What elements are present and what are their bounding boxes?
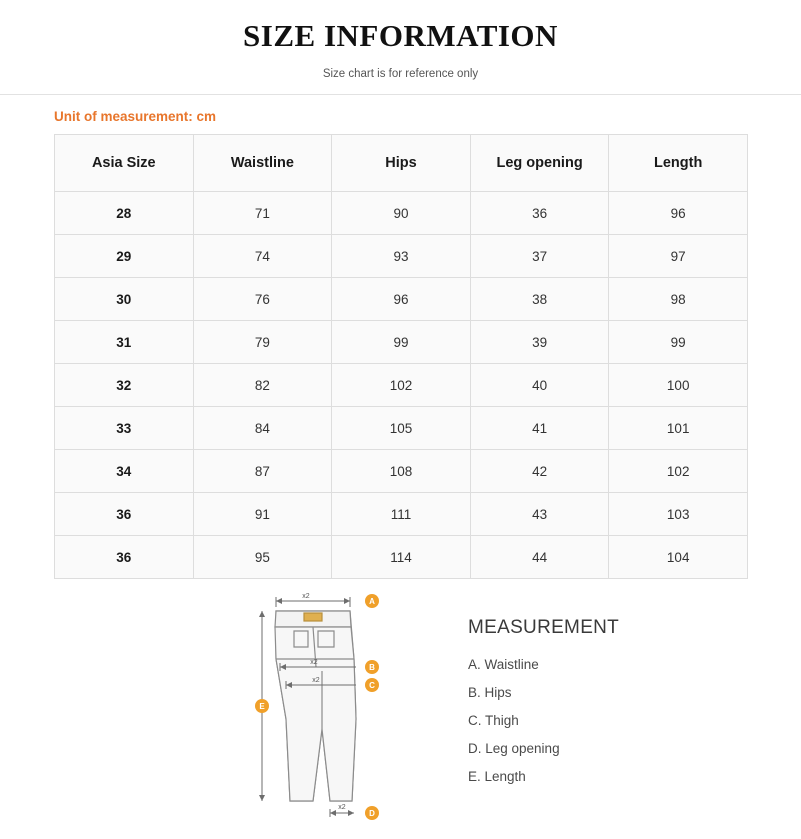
cell-hips: 90 [332, 192, 471, 235]
cell-length: 104 [609, 536, 748, 579]
header-divider [0, 94, 801, 95]
cell-hips: 99 [332, 321, 471, 364]
cell-hips: 108 [332, 450, 471, 493]
cell-length: 97 [609, 235, 748, 278]
measurement-item-thigh: C. Thigh [468, 713, 519, 728]
table-row [55, 278, 748, 321]
cell-leg-opening: 42 [470, 450, 609, 493]
diagram-multiplier-a: x2 [302, 593, 310, 600]
measurement-item-hips: B. Hips [468, 685, 512, 700]
cell-hips: 102 [332, 364, 471, 407]
column-header-asia-size: Asia Size [55, 135, 194, 192]
cell-length: 99 [609, 321, 748, 364]
table-row [55, 493, 748, 536]
cell-leg-opening: 40 [470, 364, 609, 407]
svg-text:C: C [369, 681, 375, 690]
measurement-legend [468, 617, 619, 797]
cell-size: 36 [55, 536, 194, 579]
cell-size: 29 [55, 235, 194, 278]
diagram-multiplier-d: x2 [338, 804, 346, 811]
table-row [55, 407, 748, 450]
cell-leg-opening: 39 [470, 321, 609, 364]
cell-waistline: 71 [193, 192, 332, 235]
diagram-multiplier-c: x2 [312, 677, 320, 684]
svg-text:A: A [369, 597, 375, 606]
table-row [55, 235, 748, 278]
column-header-hips: Hips [332, 135, 471, 192]
cell-length: 100 [609, 364, 748, 407]
cell-size: 28 [55, 192, 194, 235]
cell-size: 30 [55, 278, 194, 321]
cell-leg-opening: 43 [470, 493, 609, 536]
page-subtitle: Size chart is for reference only [322, 68, 479, 80]
cell-hips: 96 [332, 278, 471, 321]
cell-length: 98 [609, 278, 748, 321]
cell-waistline: 79 [193, 321, 332, 364]
svg-text:D: D [369, 809, 375, 818]
cell-size: 36 [55, 493, 194, 536]
cell-waistline: 76 [193, 278, 332, 321]
cell-leg-opening: 41 [470, 407, 609, 450]
cell-leg-opening: 37 [470, 235, 609, 278]
cell-waistline: 95 [193, 536, 332, 579]
table-row [55, 192, 748, 235]
column-header-length: Length [609, 135, 748, 192]
cell-hips: 105 [332, 407, 471, 450]
size-chart-table [54, 134, 748, 579]
table-header-row [55, 135, 748, 192]
cell-leg-opening: 36 [470, 192, 609, 235]
cell-waistline: 87 [193, 450, 332, 493]
svg-text:E: E [259, 702, 265, 711]
measurement-item-leg-opening: D. Leg opening [468, 741, 560, 756]
trousers-measurement-diagram [238, 589, 428, 829]
cell-hips: 93 [332, 235, 471, 278]
cell-length: 101 [609, 407, 748, 450]
cell-size: 32 [55, 364, 194, 407]
cell-waistline: 91 [193, 493, 332, 536]
unit-of-measurement-note: Unit of measurement: cm [54, 109, 217, 124]
table-row [55, 364, 748, 407]
measurement-title: MEASUREMENT [468, 617, 620, 638]
table-row [55, 321, 748, 364]
column-header-leg-opening: Leg opening [470, 135, 609, 192]
cell-hips: 111 [332, 493, 471, 536]
cell-length: 96 [609, 192, 748, 235]
cell-size: 31 [55, 321, 194, 364]
measurement-section [0, 589, 801, 839]
cell-leg-opening: 38 [470, 278, 609, 321]
measurement-item-length: E. Length [468, 769, 526, 784]
table-row [55, 450, 748, 493]
cell-size: 33 [55, 407, 194, 450]
diagram-multiplier-b: x2 [310, 659, 318, 666]
size-information-page [0, 10, 801, 818]
cell-length: 102 [609, 450, 748, 493]
cell-size: 34 [55, 450, 194, 493]
svg-text:B: B [369, 663, 375, 672]
cell-length: 103 [609, 493, 748, 536]
column-header-waistline: Waistline [193, 135, 332, 192]
page-title: SIZE INFORMATION [243, 18, 558, 53]
cell-leg-opening: 44 [470, 536, 609, 579]
cell-waistline: 82 [193, 364, 332, 407]
cell-hips: 114 [332, 536, 471, 579]
cell-waistline: 74 [193, 235, 332, 278]
table-row [55, 536, 748, 579]
cell-waistline: 84 [193, 407, 332, 450]
measurement-item-waistline: A. Waistline [468, 657, 539, 672]
